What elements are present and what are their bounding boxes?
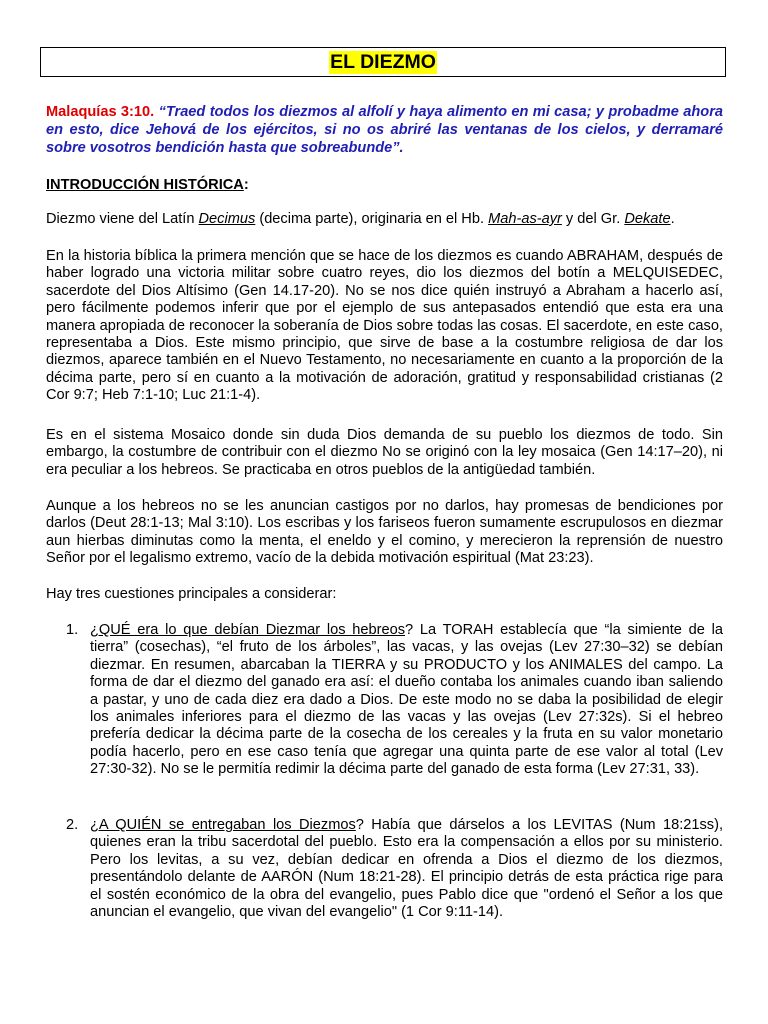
page-title: EL DIEZMO (330, 51, 436, 73)
list-number: 1. (66, 622, 79, 638)
etymology-text-3: y del Gr. (561, 211, 625, 227)
intro-heading-text: INTRODUCCIÓN HISTÓRICA (46, 177, 244, 193)
paragraph-history: En la historia bíblica la primera mención que se hace de los diezmos es cuando ABRAHAM, después de haber logrado una victoria militar sobre cuatro reyes, dio los diezmos del botín a MELQUISEDEC, sacerdote del Dios Altísimo (Gen 14.17-20). No se nos dice quién instruyó a Abraham a hacerlo así, pero fácilmente podemos inferir que por el ejemplo de sus antepasados entendió que esta era una manera apropiada de reconocer la soberanía de Dios sobre todas las cosas. El sacerdote, en este caso, representaba a Dios. Este mismo principio, que sirve de base a la costumbre religiosa de dar los diezmos, aparece también en el Nuevo Testamento, no necesariamente en cuanto a la proporción de la décima parte, pero sí en cuanto a la motivación de adoración, gratitud y responsabilidad cristianas (2 Cor 9:7; Heb 7:1-10; Luc 21:1-4). (46, 248, 723, 404)
title-box (40, 47, 726, 77)
list-number: 2. (66, 817, 79, 833)
paragraph-questions-intro: Hay tres cuestiones principales a considerar: (46, 586, 337, 602)
epigraph-text: “Traed todos los diezmos al alfolí y haya alimento en mi casa; y probadme ahora en esto, dice Jehová de los ejércitos, si no os abriré las ventanas de los cielos, y derramaré sobre vosotros bendición hasta que sobreabunde”. (46, 104, 723, 156)
list-item-question: ¿A QUIÉN se entregaban los Diezmos (90, 817, 356, 833)
epigraph-reference: Malaquías 3:10. (46, 104, 155, 120)
hebrew-word: Mah-as-ayr (488, 211, 562, 227)
etymology-text-4: . (670, 211, 675, 227)
etymology-text-1: Diezmo viene del Latín (46, 211, 199, 227)
etymology-paragraph (46, 211, 723, 228)
list-item-text: ? Había que dárselos a los LEVITAS (Num 18:21ss), quienes eran la tribu sacerdotal del pueblo. Esto era la compensación a ellos por su ministerio. Pero los levitas, a su vez, debían dedicar en ofrenda a Dios el diezmo de los diezmos, presentándolo delante de AARÓN (Num 18:21-28). El principio detrás de esta práctica rige para el sostén económico de la obra del evangelio, pues Pablo dice que "ordenó el Señor a los que anuncian el evangelio, que vivan del evangelio" (1 Cor 9:11-14). (90, 817, 724, 921)
epigraph (46, 103, 723, 157)
list-item-text: ? La TORAH establecía que “la simiente de la tierra” (cosechas), “el fruto de los árboles”, las vacas, y las ovejas (Lev 27:30–32) se debían diezmar. En resumen, abarcaban la TIERRA y su PRODUCTO y los ANIMALES del campo. La forma de dar el diezmo del ganado era así: el dueño contaba los animales cuando iban saliendo a pastar, y uno de cada diez era dado a Dios. De este modo no se daba la posibilidad de elegir los animales inferiores para el diezmo de las vacas y las ovejas (Lev 27:32s). Si el hebreo prefería dedicar la décima parte de la cosecha de los cereales y la fruta en su valor monetario podía hacerlo, pero en ese caso tenía que agregar una quinta parte de ese valor al total (Lev 27:30-32). No se le permitía redimir la décima parte del ganado de esta forma (Lev 27:31, 33). (90, 622, 723, 778)
paragraph-mosaic: Es en el sistema Mosaico donde sin duda Dios demanda de su pueblo los diezmos de todo. Sin embargo, la costumbre de contribuir con el diezmo No se originó con la ley mosaica (Gen 14:17–20), ni era peculiar a los hebreos. Se practicaba en otros pueblos de la antigüedad también. (46, 427, 723, 478)
intro-heading-colon: : (243, 177, 249, 193)
paragraph-blessings: Aunque a los hebreos no se les anuncian castigos por no darlos, hay promesas de bendiciones por darlos (Deut 28:1-13; Mal 3:10). Los escribas y los fariseos fueron sumamente escrupulosos en diezmar aun hierbas diminutas como la menta, el eneldo y el comino, y merecieron la reprensión de nuestro Señor por el legalismo extremo, vacío de la debida motivación espiritual (Mat 23:23). (46, 498, 723, 567)
latin-word: Decimus (198, 211, 256, 227)
greek-word: Dekate (624, 211, 671, 227)
list-item-question: ¿QUÉ era lo que debían Diezmar los hebreos (90, 622, 405, 638)
list-item-body (90, 817, 723, 921)
etymology-text-2: (decima parte), originaria en el Hb. (255, 211, 489, 227)
list-item-body (90, 622, 723, 779)
intro-heading (46, 176, 249, 194)
